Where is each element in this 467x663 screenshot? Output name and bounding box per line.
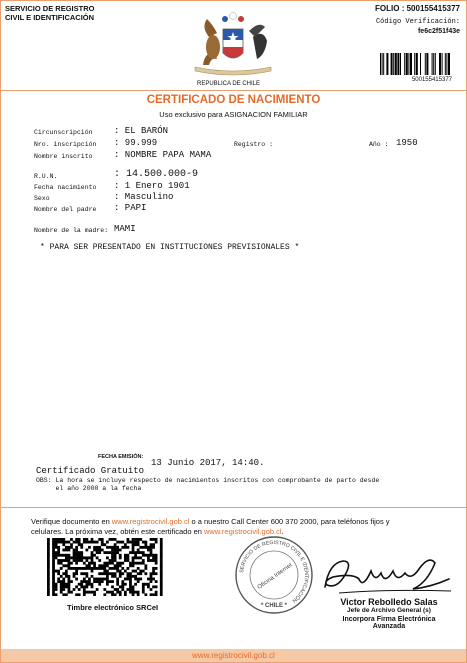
verification-code bbox=[376, 18, 460, 37]
seal-ring-text: SERVICIO DE REGISTRO CIVIL E IDENTIFICACIÓN bbox=[239, 539, 310, 604]
certificate-subtitle: Uso exclusivo para ASIGNACION FAMILIAR bbox=[159, 110, 308, 119]
folio-number: 500155415377 bbox=[406, 4, 460, 13]
fecha-emision-label: FECHA EMISIÓN: bbox=[98, 454, 144, 460]
seal-chile-text: * CHILE * bbox=[260, 603, 288, 609]
madre-value: MAMI bbox=[114, 224, 136, 234]
anio-value: 1950 bbox=[396, 138, 418, 148]
verify-line2-post: . bbox=[281, 526, 284, 536]
verify-pre: Verifique documento en bbox=[31, 517, 112, 526]
anio-label: Año : bbox=[369, 141, 389, 148]
signer-name: Victor Rebolledo Salas bbox=[340, 597, 438, 607]
folio-label-value bbox=[375, 4, 460, 13]
obs-line1: OBS: La hora se incluye respecto de nacimientos inscritos con comprobante de parto desde bbox=[36, 477, 380, 484]
timbre-label: Timbre electrónico SRCeI bbox=[67, 603, 159, 612]
purpose-note: * PARA SER PRESENTADO EN INSTITUCIONES PREVISIONALES * bbox=[40, 243, 300, 252]
circunscripcion-value: : EL BARÓN bbox=[114, 126, 169, 136]
verify-line2-link[interactable]: www.registrocivil.gob.cl bbox=[204, 526, 282, 536]
padre-value: : PAPI bbox=[114, 203, 147, 213]
madre-label: Nombre de la madre: bbox=[34, 227, 109, 234]
verify-line2-pre: celulares. La próxima vez, obtén este certificado en bbox=[31, 526, 205, 536]
verify-link[interactable]: www.registrocivil.gob.cl bbox=[111, 517, 190, 526]
verif-value: fe6c2f51f43e bbox=[417, 28, 460, 35]
fecha-nacimiento-label: Fecha nacimiento bbox=[34, 184, 97, 191]
coat-of-arms-icon bbox=[187, 7, 279, 79]
nombre-label: Nombre inscrito bbox=[34, 153, 93, 160]
bottom-url-bar bbox=[1, 649, 466, 662]
sexo-value: : Masculino bbox=[114, 192, 174, 202]
obs-line2: el año 2000 a la fecha bbox=[36, 485, 142, 492]
circunscripcion-label: Circunscripción bbox=[34, 129, 93, 136]
fecha-emision-value: 13 Junio 2017, 14:40. bbox=[151, 458, 265, 468]
fecha-nacimiento-value: : 1 Enero 1901 bbox=[114, 181, 190, 191]
verif-label: Código Verificación: bbox=[375, 18, 460, 26]
signer-note1: Incorpora Firma Electrónica bbox=[342, 616, 436, 623]
handwritten-signature bbox=[319, 549, 457, 599]
barcode-number: 500155415377 bbox=[411, 77, 452, 83]
official-seal-icon bbox=[233, 534, 315, 616]
timbre-barcode bbox=[47, 538, 165, 596]
signer-note2: Avanzada bbox=[372, 623, 406, 630]
verify-post: o a nuestro Call Center 600 370 2000, para teléfonos fijos y bbox=[189, 517, 390, 526]
issuer-name bbox=[5, 4, 94, 22]
inscripcion-label: Nro. inscripción bbox=[34, 141, 97, 148]
svg-text:SERVICIO DE REGISTRO CIVIL E I bbox=[239, 540, 309, 604]
divider-footer bbox=[1, 507, 466, 508]
registro-label: Registro : bbox=[234, 141, 274, 148]
seal-inner-text: Oficina Internet bbox=[256, 562, 294, 591]
run-value: : 14.500.000-9 bbox=[114, 169, 199, 180]
signer-block bbox=[319, 597, 459, 630]
sexo-label: Sexo bbox=[34, 195, 50, 202]
certificado-gratuito: Certificado Gratuito bbox=[36, 466, 145, 476]
folio-label: FOLIO : bbox=[375, 4, 405, 13]
signer-title: Jefe de Archivo General (s) bbox=[347, 607, 431, 614]
issuer-line1: SERVICIO DE REGISTRO bbox=[5, 4, 95, 13]
certificate-title: CERTIFICADO DE NACIMIENTO bbox=[146, 94, 321, 106]
issuer-line2: CIVIL E IDENTIFICACIÓN bbox=[5, 13, 95, 22]
inscripcion-value: : 99.999 bbox=[114, 138, 158, 148]
folio-barcode bbox=[380, 53, 460, 75]
padre-label: Nombre del padre bbox=[34, 206, 97, 213]
run-label: R.U.N. bbox=[34, 173, 58, 180]
nombre-value: : NOMBRE PAPA MAMA bbox=[114, 150, 212, 160]
republica-de-chile: REPUBLICA DE CHILE bbox=[197, 81, 261, 87]
divider-top bbox=[1, 90, 466, 91]
bottom-url[interactable]: www.registrocivil.gob.cl bbox=[192, 651, 275, 660]
